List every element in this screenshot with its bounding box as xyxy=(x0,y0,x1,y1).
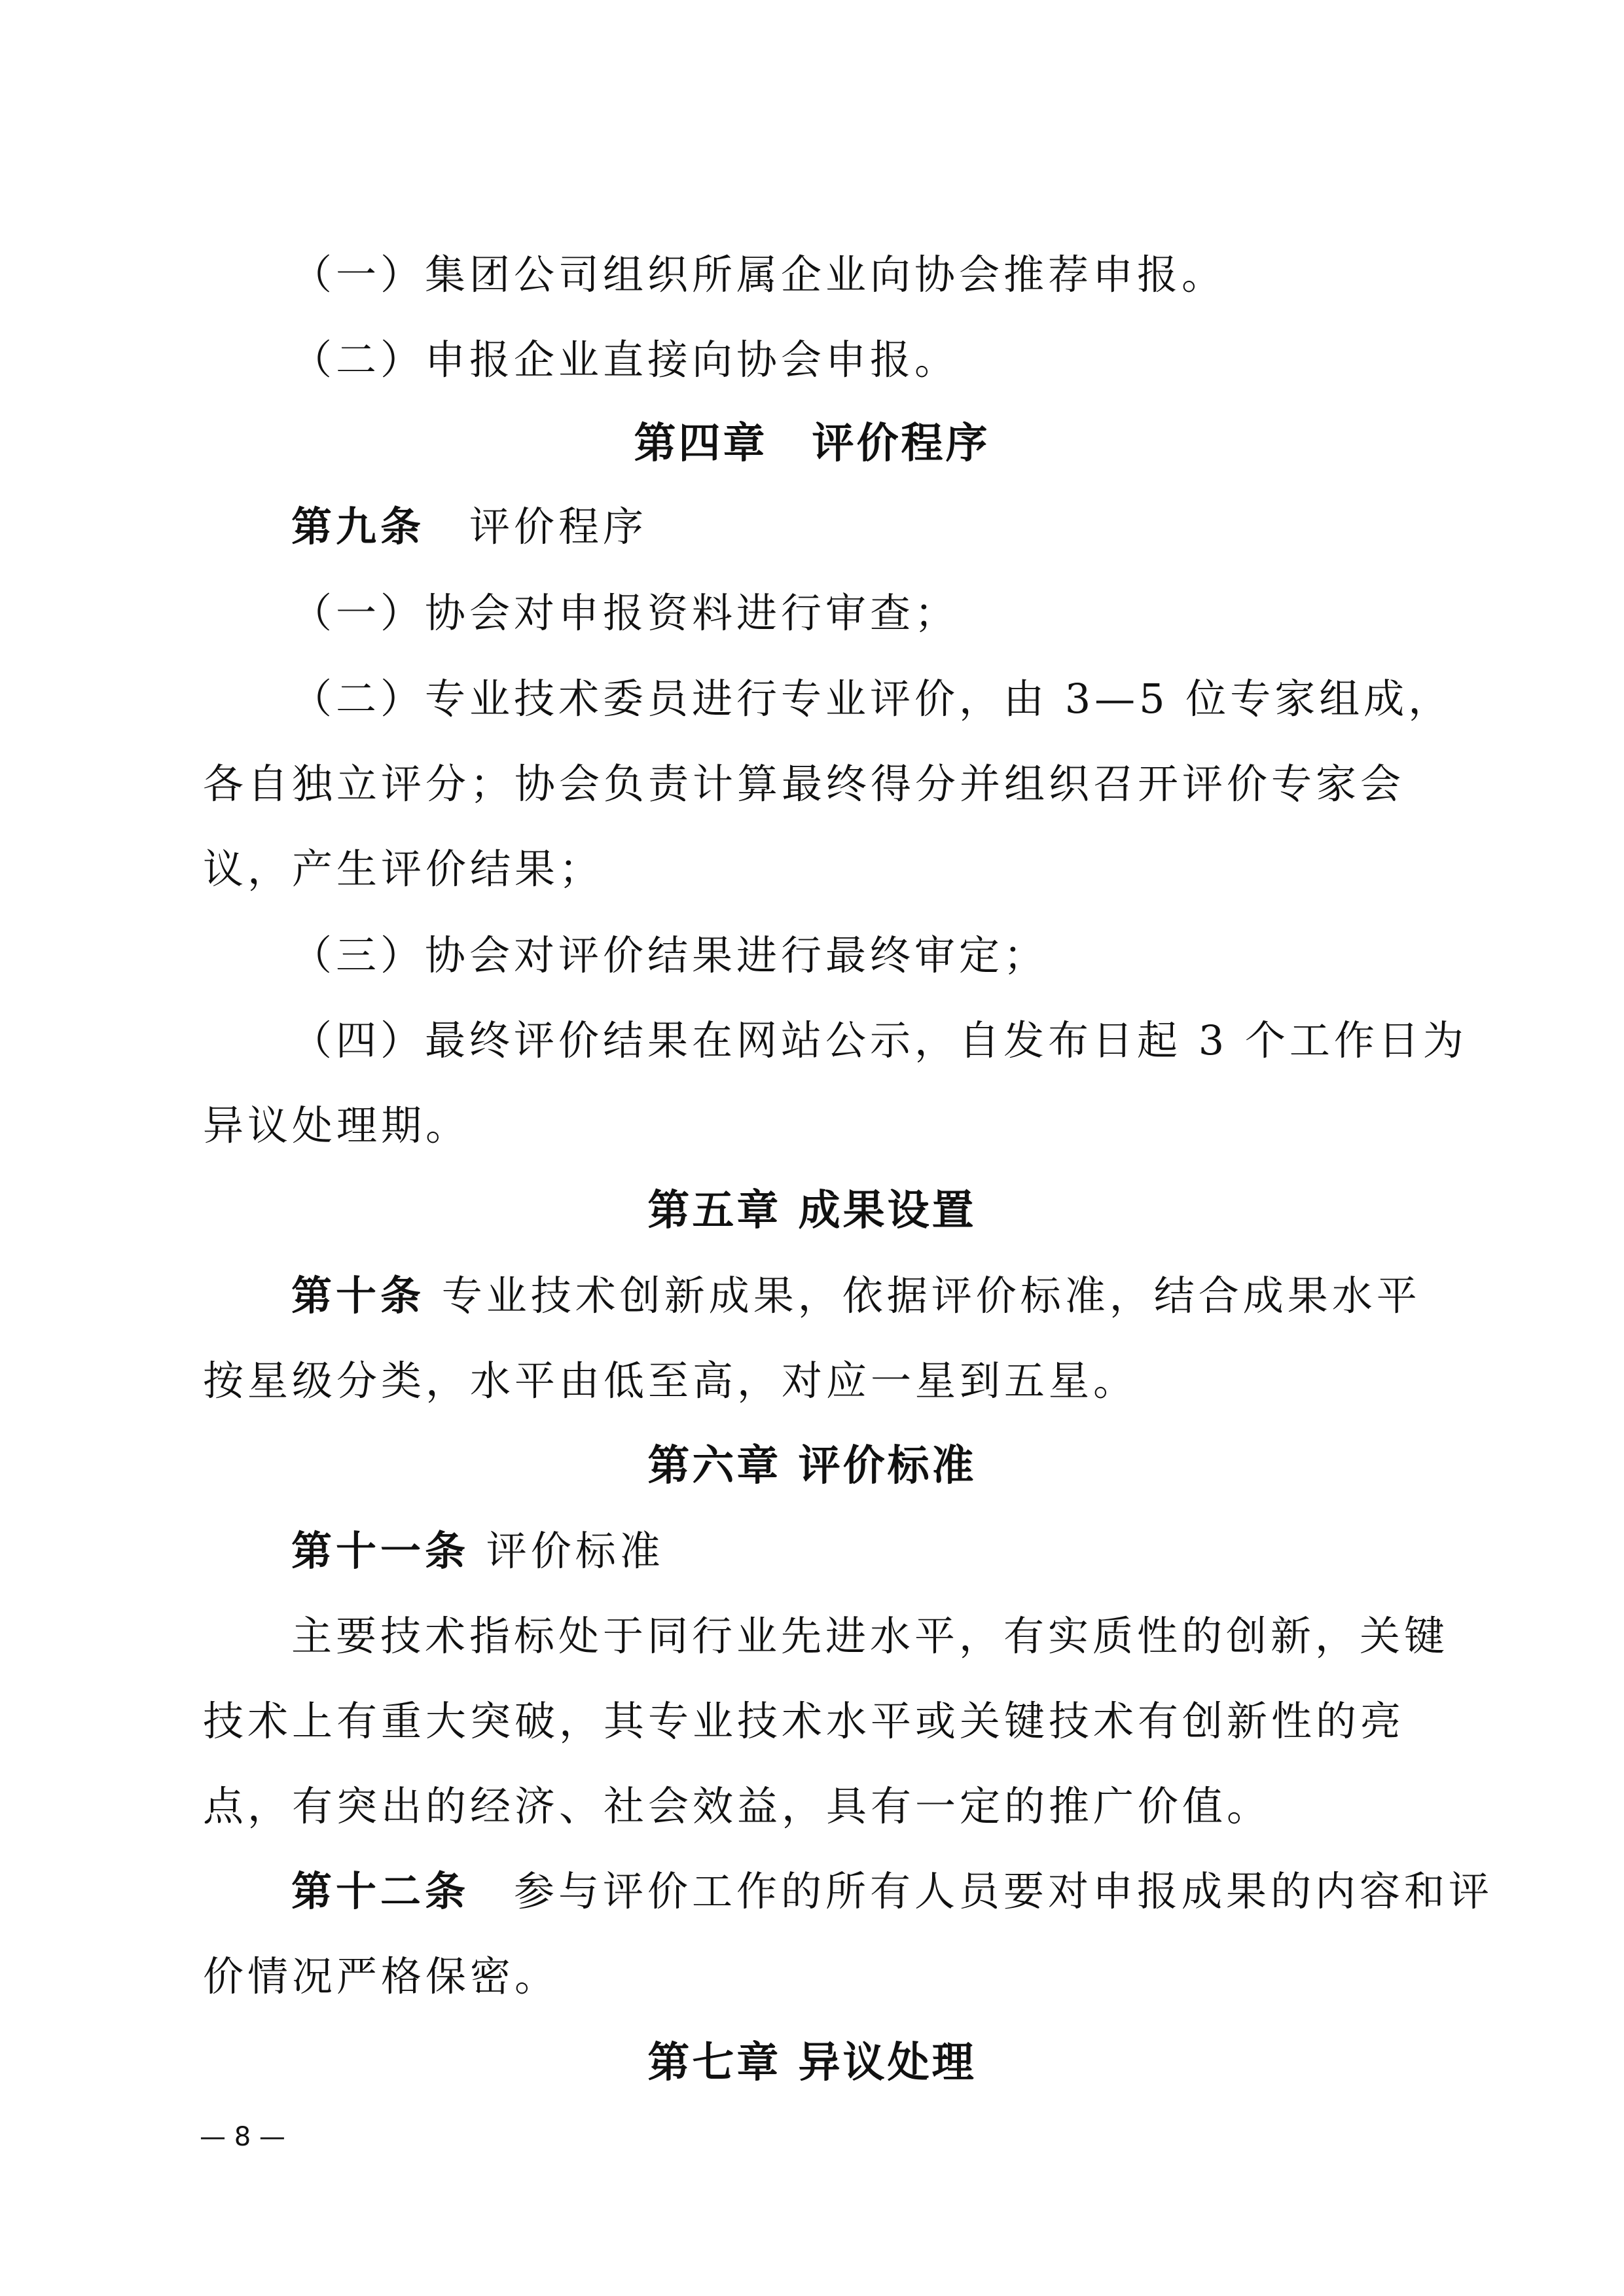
article-number: 第十一条 xyxy=(291,1527,470,1575)
article-number: 第九条 xyxy=(291,503,425,550)
article-line xyxy=(291,1525,1522,1577)
paragraph-line: 主要技术指标处于同行业先进水平，有实质性的创新，关键 xyxy=(291,1612,1449,1660)
paragraph-line: 异议处理期。 xyxy=(203,1102,471,1149)
paragraph-line: （二）专业技术委员进行专业评价，由 3—5 位专家组成， xyxy=(291,675,1453,723)
article-number: 第十二条 xyxy=(291,1867,470,1915)
paragraph-line: 点，有突出的经济、社会效益，具有一定的推广价值。 xyxy=(203,1782,1272,1830)
chapter-heading: 第五章 成果设置 xyxy=(647,1186,977,1235)
page-number: — 8 — xyxy=(200,2122,285,2152)
paragraph-line: 价情况严格保密。 xyxy=(203,1952,560,2000)
paragraph-line: （一）协会对申报资料进行审查； xyxy=(291,589,960,637)
paragraph-line: 各自独立评分；协会负责计算最终得分并组织召开评价专家会 xyxy=(203,760,1405,808)
paragraph-line: 技术上有重大突破，其专业技术水平或关键技术有创新性的亮 xyxy=(203,1697,1405,1745)
paragraph-line: （一）集团公司组织所属企业向协会推荐申报。 xyxy=(291,251,1227,298)
chapter-heading: 第六章 评价标准 xyxy=(647,1441,977,1490)
article-number: 第十条 xyxy=(291,1272,425,1319)
paragraph-line: 按星级分类，水平由低至高，对应一星到五星。 xyxy=(203,1357,1138,1405)
chapter-heading: 第四章 评价程序 xyxy=(634,419,990,468)
article-title: 评价程序 xyxy=(425,503,648,550)
paragraph-line: （二）申报企业直接向协会申报。 xyxy=(291,336,960,384)
article-line xyxy=(291,1270,1522,1322)
chapter-heading: 第七章 异议处理 xyxy=(647,2038,977,2087)
article-line xyxy=(291,1865,1522,1918)
paragraph-line: （四）最终评价结果在网站公示，自发布日起 3 个工作日为 xyxy=(291,1016,1468,1064)
paragraph-line: （三）协会对评价结果进行最终审定； xyxy=(291,931,1049,979)
article-title: 评价标准 xyxy=(469,1527,664,1575)
article-text: 参与评价工作的所有人员要对申报成果的内容和评 xyxy=(469,1867,1494,1915)
article-line xyxy=(291,501,1522,553)
paragraph-line: 议，产生评价结果； xyxy=(203,845,604,893)
article-text: 专业技术创新成果，依据评价标准，结合成果水平 xyxy=(425,1272,1421,1319)
